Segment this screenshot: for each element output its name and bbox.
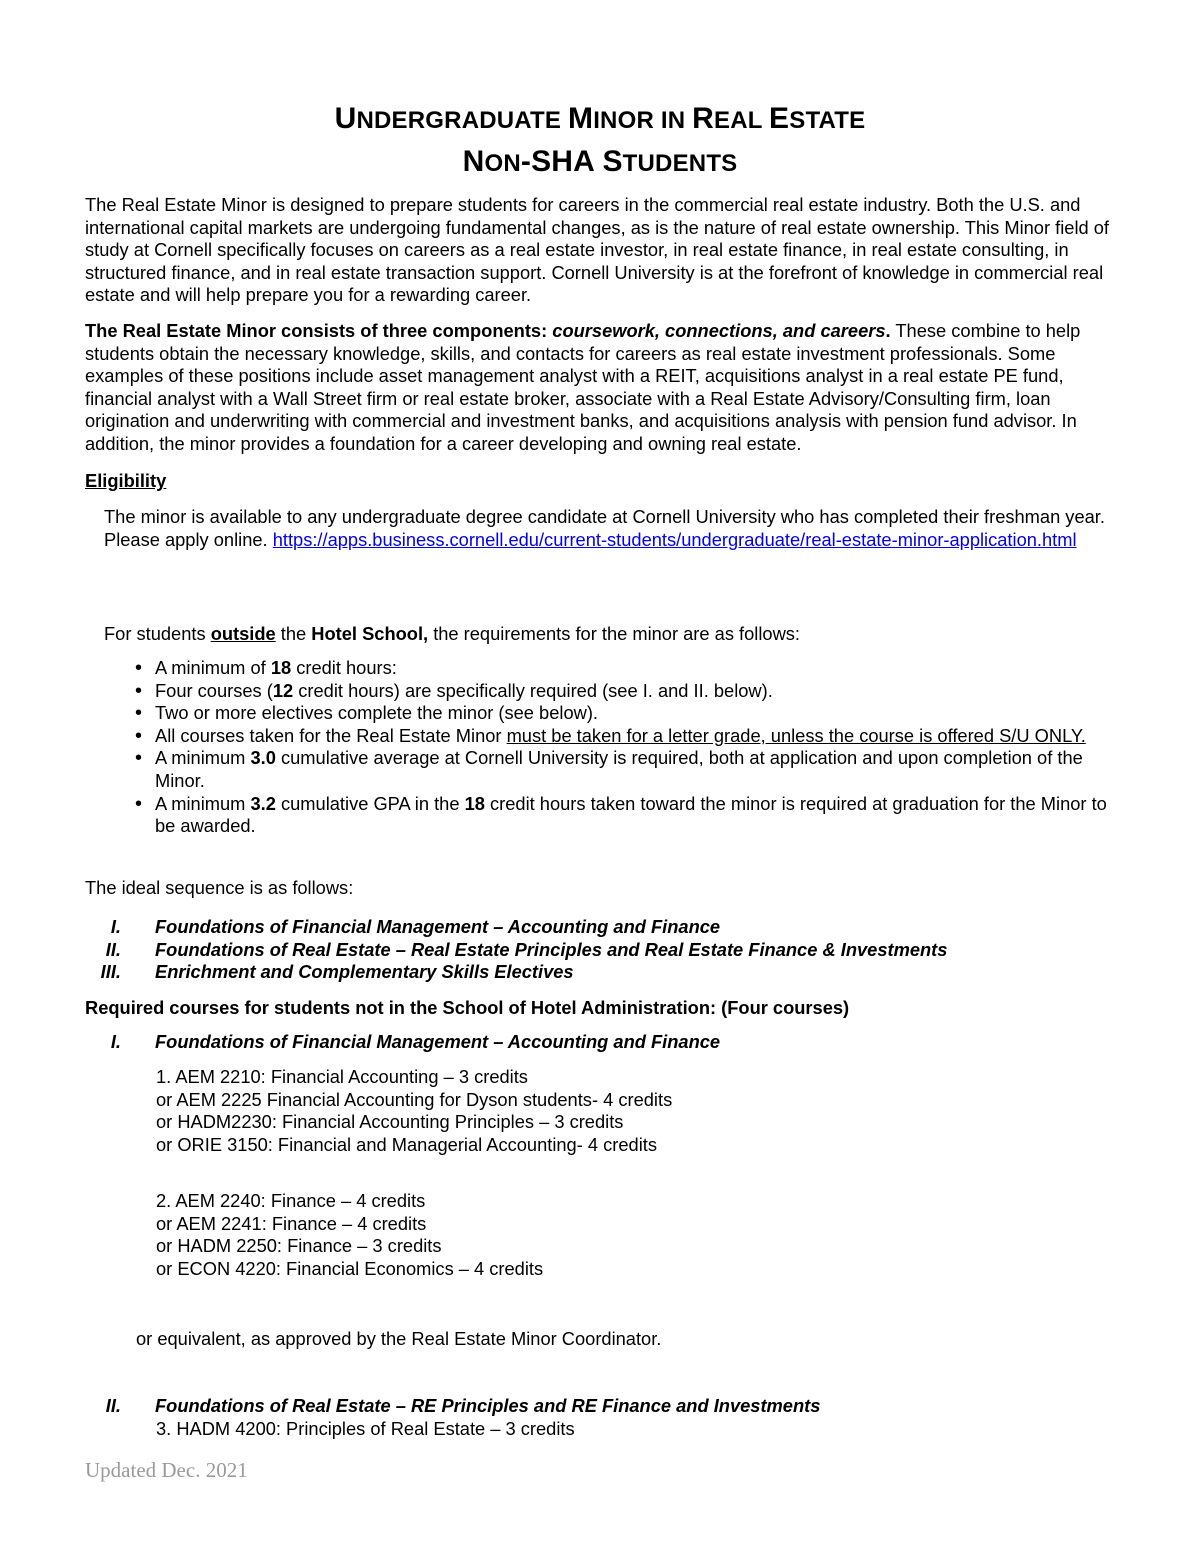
course-line: 1. AEM 2210: Financial Accounting – 3 credits — [156, 1066, 528, 1087]
title-smallcaps: STATE — [789, 107, 866, 134]
components-emphasis: coursework, connections, and careers — [552, 320, 886, 341]
section-2-heading — [85, 1395, 1125, 1418]
sequence-list — [85, 916, 1125, 984]
hotel-school-emphasis: Hotel School, — [311, 623, 429, 644]
title-cap: R — [692, 102, 714, 135]
section-1-heading — [85, 1031, 1125, 1054]
course-1-options — [156, 1066, 672, 1156]
section-heading-row: I. Foundations of Financial Management – Accounting and Finance — [110, 1031, 721, 1052]
equivalent-note: or equivalent, as approved by the Real Estate Minor Coordinator. — [136, 1328, 662, 1349]
requirements-list — [135, 657, 1125, 838]
title-smallcaps: EAL — [714, 107, 770, 134]
text-run: the requirements for the minor are as follows: — [428, 623, 800, 644]
list-item: I. Foundations of Financial Management – Accounting and Finance — [110, 916, 721, 937]
list-item: • Four courses (12 credit hours) are specifically required (see I. and II. below). — [135, 680, 1125, 703]
list-item: • A minimum 3.0 cumulative average at Cornell University is required, both at application and upon completion of the Minor. — [135, 747, 1125, 792]
components-lead: The Real Estate Minor consists of three components: — [85, 320, 553, 341]
document-title-line1 — [0, 102, 1200, 136]
title-cap: U — [334, 102, 357, 135]
intro-paragraph: The Real Estate Minor is designed to prepare students for careers in the commercial real estate industry. Both the U.S. and international capital markets are undergoing fundamental changes, as is the nature of real estate ownership. This Minor field of study at Cornell specifically focuses on careers as a real estate investor, in real estate finance, in real estate consulting, in structured finance, and in real estate transaction support. Cornell University is at the forefront of knowledge in commercial real estate and will help prepare you for a rewarding career. — [85, 194, 1109, 306]
course-line: or HADM 2250: Finance – 3 credits — [156, 1235, 442, 1257]
list-item: • A minimum of 18 credit hours: — [135, 657, 1125, 680]
course-line: or AEM 2225 Financial Accounting for Dyson students- 4 credits — [156, 1088, 673, 1110]
components-paragraph — [85, 320, 1125, 456]
section-heading-row: II. Foundations of Real Estate – RE Principles and RE Finance and Investments — [105, 1395, 821, 1416]
course-2-options — [156, 1190, 543, 1280]
course-line: or HADM2230: Financial Accounting Principles – 3 credits — [156, 1111, 624, 1133]
title-cap: -SHA — [520, 145, 603, 178]
sequence-intro: The ideal sequence is as follows: — [85, 877, 354, 898]
text-run: the — [275, 623, 312, 644]
components-period: . — [885, 320, 891, 341]
course-3: 3. HADM 4200: Principles of Real Estate – 3 credits — [156, 1418, 575, 1439]
list-item: • Two or more electives complete the minor (see below). — [135, 702, 1125, 725]
title-cap: M — [567, 102, 594, 135]
text-run: For students — [104, 623, 211, 644]
title-smallcaps: TUDENTS — [622, 150, 738, 177]
application-link[interactable]: https://apps.business.cornell.edu/current-students/undergraduate/real-estate-minor-application.html — [272, 528, 1077, 550]
eligibility-text — [104, 506, 1114, 551]
eligibility-heading: Eligibility — [85, 470, 167, 491]
course-line: or AEM 2241: Finance – 4 credits — [156, 1212, 427, 1234]
updated-footer: Updated Dec. 2021 — [85, 1458, 248, 1482]
list-item: III. Enrichment and Complementary Skills Electives — [100, 961, 574, 983]
list-item: • All courses taken for the Real Estate Minor must be taken for a letter grade, unless the course is offered S/U ONLY. — [135, 725, 1125, 748]
title-smallcaps: ON — [484, 150, 521, 177]
components-body: These combine to help students obtain the necessary knowledge, skills, and contacts for careers as real estate investment professionals. Some examples of these positions include asset management analyst with a REIT, acquisitions analyst in a real estate PE fund, financial analyst with a Wall Street firm or real estate broker, associate with a Real Estate Advisory/Consulting firm, loan origination and underwriting with commercial and investment banks, and acquisitions analysis with pension fund advisor. In addition, the minor provides a foundation for a career developing and owning real estate. — [85, 320, 1081, 454]
list-item: II. Foundations of Real Estate – Real Estate Principles and Real Estate Finance & Investments — [105, 938, 948, 960]
required-courses-heading: Required courses for students not in the School of Hotel Administration: (Four courses) — [85, 997, 850, 1018]
requirements-intro — [104, 623, 800, 645]
course-line: or ECON 4220: Financial Economics – 4 credits — [156, 1257, 544, 1279]
course-line: 2. AEM 2240: Finance – 4 credits — [156, 1190, 426, 1211]
title-cap: S — [602, 145, 623, 178]
eligibility-body: The minor is available to any undergraduate degree candidate at Cornell University who has completed their freshman year. Please apply online. — [104, 506, 1105, 550]
title-smallcaps: NDERGRADUATE — [356, 107, 568, 134]
course-line: or ORIE 3150: Financial and Managerial Accounting- 4 credits — [156, 1133, 657, 1155]
title-smallcaps: INOR IN — [593, 107, 693, 134]
title-cap: E — [769, 102, 790, 135]
list-item: • A minimum 3.2 cumulative GPA in the 18 credit hours taken toward the minor is required at graduation for the Minor to be awarded. — [135, 793, 1125, 838]
title-cap: N — [462, 145, 485, 178]
document-title-line2 — [0, 145, 1200, 179]
outside-emphasis: outside — [210, 623, 276, 644]
